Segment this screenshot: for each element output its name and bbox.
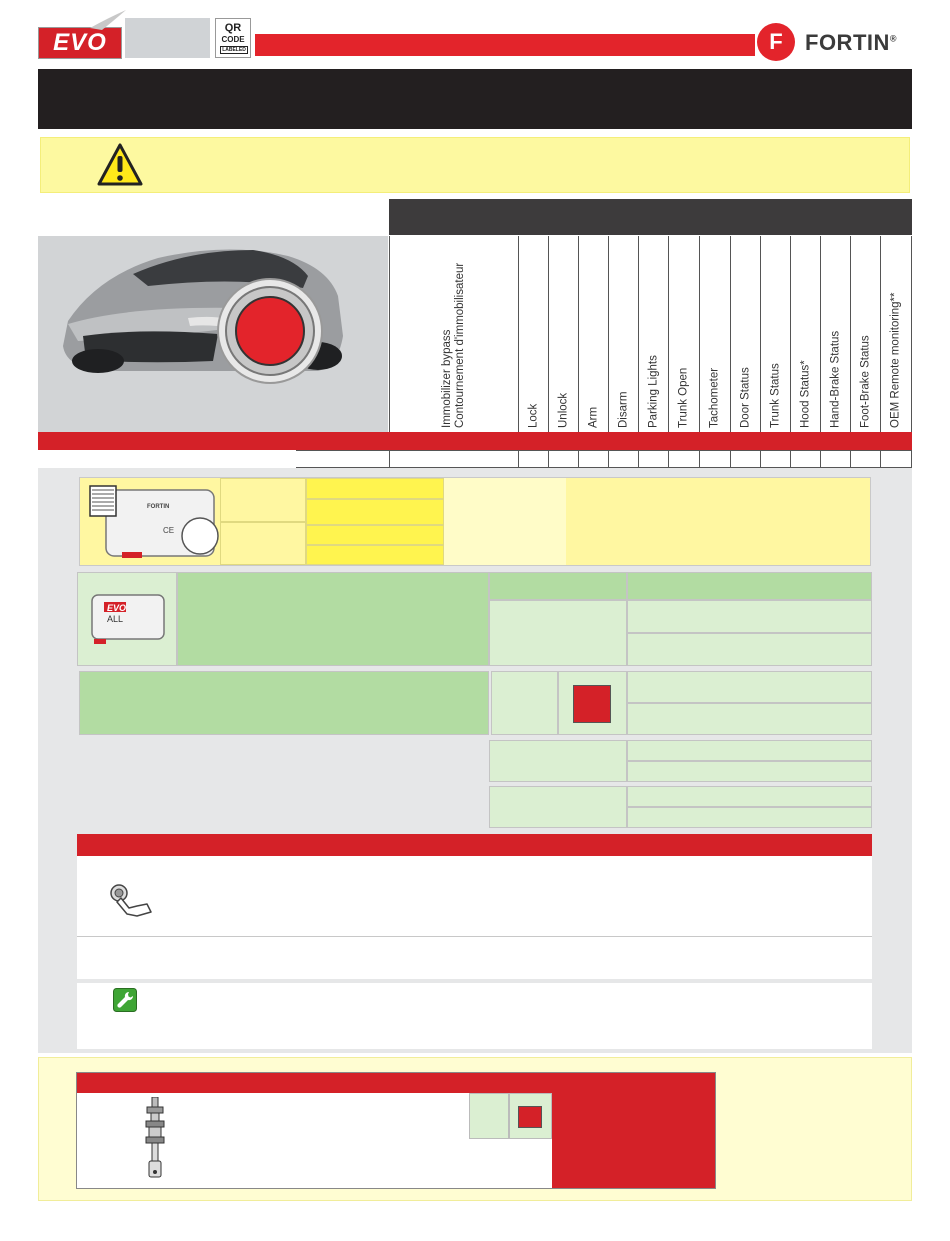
option-group-2-row-1 [627, 786, 872, 807]
evo-all-option-b2 [627, 633, 872, 666]
feature-value-cell [578, 450, 608, 468]
feature-column-header [699, 236, 730, 432]
feature-column-header [638, 236, 668, 432]
feature-column-label: Parking Lights [647, 355, 659, 428]
option-group-1-row-1 [627, 740, 872, 761]
hood-pin-header [77, 1073, 552, 1093]
evo-all-option-b1 [627, 600, 872, 633]
module-option-cell-2 [220, 522, 306, 565]
info-block [77, 937, 872, 979]
feature-table-red-row [38, 432, 912, 450]
feature-column-label: Trunk Open [677, 367, 690, 428]
feature-column-header [668, 236, 699, 432]
option-group-2-label [489, 786, 627, 828]
hood-pin-side-panel [552, 1073, 715, 1188]
feature-column-label: Disarm [617, 391, 629, 428]
feature-value-cell [790, 450, 820, 468]
red-push-button-icon [573, 685, 611, 723]
feature-table-spacer [38, 450, 296, 468]
feature-column-header [548, 236, 578, 432]
option-group-1-row-2 [627, 761, 872, 782]
warning-banner [40, 137, 910, 193]
evo-logo-text: EVO [53, 29, 107, 56]
evo-all-header-b [627, 572, 872, 600]
module-ce-mark: CE [163, 526, 175, 535]
feature-value-cell [518, 450, 548, 468]
evo-all-header-a [489, 572, 627, 600]
remote-section-header [77, 834, 872, 856]
feature-column-label: Immobilizer bypass Contournement d'immobilisateur [441, 262, 466, 428]
feature-value-cell [668, 450, 699, 468]
module-note-cell [444, 478, 566, 565]
feature-column-header [760, 236, 790, 432]
feature-column-header [850, 236, 880, 432]
feature-column-header [790, 236, 820, 432]
hood-pin-switch-icon [137, 1097, 173, 1181]
module-setting-cell-1 [306, 478, 444, 499]
programming-result-2 [627, 703, 872, 735]
feature-column-header [730, 236, 760, 432]
fortin-logo-icon [757, 23, 795, 61]
tip-block [77, 983, 872, 1049]
qr-badge-line1: QR [224, 22, 242, 34]
evo-all-image-cell [77, 572, 177, 666]
feature-column-label: Lock [527, 403, 539, 428]
module-option-cell-1 [220, 478, 306, 522]
feature-value-cell [880, 450, 912, 468]
feature-value-cell [699, 450, 730, 468]
option-group-2-row-2 [627, 807, 872, 828]
feature-column-label: OEM Remote monitoring** [889, 292, 902, 428]
fortin-logo [805, 30, 897, 56]
header-grey-box [125, 18, 210, 58]
vehicle-car-image [38, 236, 388, 432]
programming-button-cell [558, 671, 627, 735]
feature-column-header [578, 236, 608, 432]
hood-red-button-icon [518, 1106, 542, 1128]
qr-badge-line2: CODE [221, 35, 245, 44]
evo-logo [38, 27, 122, 59]
evo-all-module-image [78, 573, 176, 665]
feature-column-label: Arm [587, 406, 599, 428]
module-unit-image [80, 478, 220, 565]
feature-value-cell [638, 450, 668, 468]
header-red-bar [255, 34, 755, 56]
feature-column-label: Foot-Brake Status [859, 335, 871, 428]
feature-column-header [820, 236, 850, 432]
fortin-icon-letter: F [769, 29, 783, 54]
remote-hand-icon [107, 882, 157, 918]
feature-column-header [518, 236, 548, 432]
evo-all-label-2: ALL [107, 614, 124, 624]
evo-swoosh-icon [88, 8, 128, 30]
remote-section-body [77, 856, 872, 936]
module-image-cell [80, 478, 220, 565]
feature-column-label: Unlock [557, 392, 569, 428]
evo-all-label-1: EVO [107, 603, 127, 613]
feature-value-cell [730, 450, 760, 468]
module-fortin-mark: FORTIN [147, 504, 170, 510]
programming-result-1 [627, 671, 872, 703]
vehicle-image-panel [38, 236, 388, 432]
feature-value-lead-cell [296, 450, 389, 468]
fortin-registered: ® [889, 33, 898, 44]
feature-value-cell [850, 450, 880, 468]
feature-column-header [880, 236, 912, 432]
evo-all-description [177, 572, 489, 666]
feature-column-label: Door Status [739, 367, 751, 428]
feature-column-label: Tachometer [708, 367, 721, 428]
feature-column-header [608, 236, 638, 432]
programming-option-cell [491, 671, 558, 735]
hood-pin-option-cell [469, 1093, 509, 1139]
option-group-1-label [489, 740, 627, 782]
feature-value-cell [389, 450, 518, 468]
qr-code-badge [215, 18, 251, 58]
programming-description [79, 671, 489, 735]
fortin-logo-text: FORTIN [805, 30, 890, 55]
hood-pin-box [76, 1072, 716, 1189]
feature-value-cell [760, 450, 790, 468]
qr-badge-line3: LABELED [220, 46, 248, 54]
module-setting-cell-4 [306, 545, 444, 565]
hood-pin-button-cell [509, 1093, 552, 1139]
feature-column-label: Hand-Brake Status [829, 330, 841, 428]
title-bar [38, 69, 912, 129]
feature-column-header [389, 236, 518, 432]
module-setting-cell-2 [306, 499, 444, 525]
module-setting-cell-3 [306, 525, 444, 545]
feature-column-label: Hood Status* [799, 360, 811, 428]
feature-table-header [389, 199, 912, 235]
feature-value-cell [548, 450, 578, 468]
feature-value-cell [608, 450, 638, 468]
warning-triangle-icon [96, 142, 144, 188]
evo-all-option-a [489, 600, 627, 666]
wrench-icon [113, 988, 137, 1012]
feature-value-cell [820, 450, 850, 468]
module-configuration-box [79, 477, 871, 566]
feature-column-label: Trunk Status [769, 363, 781, 428]
